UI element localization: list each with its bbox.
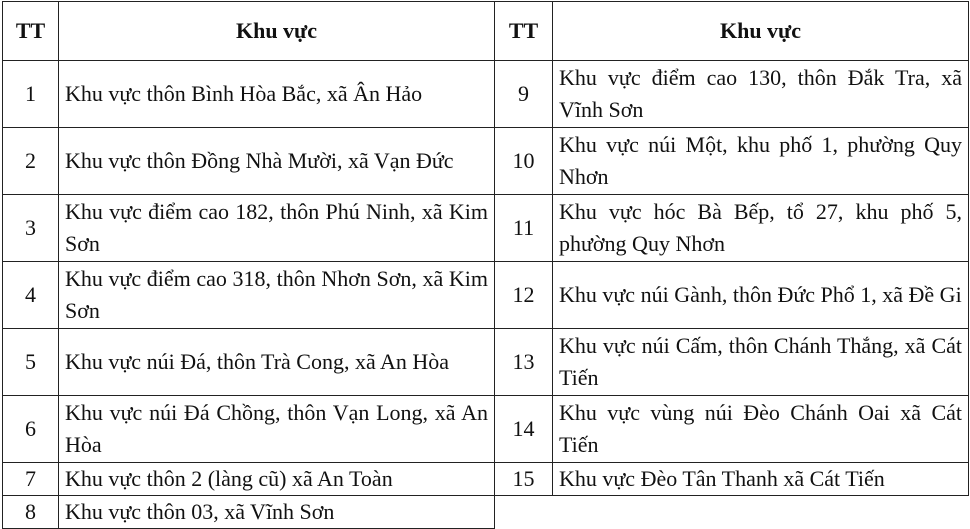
row-number: 2 — [3, 128, 59, 195]
row-area: Khu vực núi Gành, thôn Đức Phổ 1, xã Đề Gi — [553, 262, 969, 329]
row-area: Khu vực thôn 03, xã Vĩnh Sơn — [59, 496, 495, 529]
row-number: 5 — [3, 329, 59, 396]
row-number: 6 — [3, 396, 59, 463]
row-number: 14 — [495, 396, 553, 463]
row-area: Khu vực điểm cao 318, thôn Nhơn Sơn, xã Kim Sơn — [59, 262, 495, 329]
header-area-left: Khu vực — [59, 2, 495, 61]
row-number: 11 — [495, 195, 553, 262]
row-area: Khu vực thôn Bình Hòa Bắc, xã Ân Hảo — [59, 61, 495, 128]
row-area: Khu vực điểm cao 182, thôn Phú Ninh, xã Kim Sơn — [59, 195, 495, 262]
row-area: Khu vực núi Một, khu phố 1, phường Quy Nhơn — [553, 128, 969, 195]
empty-cell — [495, 496, 969, 529]
table-row — [3, 329, 969, 396]
table-row — [3, 396, 969, 463]
header-tt-right: TT — [495, 2, 553, 61]
row-number: 12 — [495, 262, 553, 329]
areas-table — [2, 1, 969, 529]
row-number: 15 — [495, 463, 553, 496]
row-number: 9 — [495, 61, 553, 128]
row-number: 7 — [3, 463, 59, 496]
header-tt-left: TT — [3, 2, 59, 61]
row-number: 1 — [3, 61, 59, 128]
row-number: 13 — [495, 329, 553, 396]
table-row — [3, 61, 969, 128]
row-area: Khu vực núi Đá, thôn Trà Cong, xã An Hòa — [59, 329, 495, 396]
row-area: Khu vực thôn Đồng Nhà Mười, xã Vạn Đức — [59, 128, 495, 195]
row-number: 10 — [495, 128, 553, 195]
table-row — [3, 195, 969, 262]
row-area: Khu vực Đèo Tân Thanh xã Cát Tiến — [553, 463, 969, 496]
row-area: Khu vực thôn 2 (làng cũ) xã An Toàn — [59, 463, 495, 496]
row-number: 3 — [3, 195, 59, 262]
table-row — [3, 262, 969, 329]
row-area: Khu vực núi Cấm, thôn Chánh Thắng, xã Cát Tiến — [553, 329, 969, 396]
row-area: Khu vực điểm cao 130, thôn Đắk Tra, xã Vĩnh Sơn — [553, 61, 969, 128]
table-row — [3, 463, 969, 496]
header-row — [3, 2, 969, 61]
row-number: 8 — [3, 496, 59, 529]
table-row — [3, 128, 969, 195]
table-row — [3, 496, 969, 529]
row-area: Khu vực hóc Bà Bếp, tổ 27, khu phố 5, phường Quy Nhơn — [553, 195, 969, 262]
row-area: Khu vực núi Đá Chồng, thôn Vạn Long, xã An Hòa — [59, 396, 495, 463]
header-area-right: Khu vực — [553, 2, 969, 61]
row-area: Khu vực vùng núi Đèo Chánh Oai xã Cát Tiến — [553, 396, 969, 463]
row-number: 4 — [3, 262, 59, 329]
